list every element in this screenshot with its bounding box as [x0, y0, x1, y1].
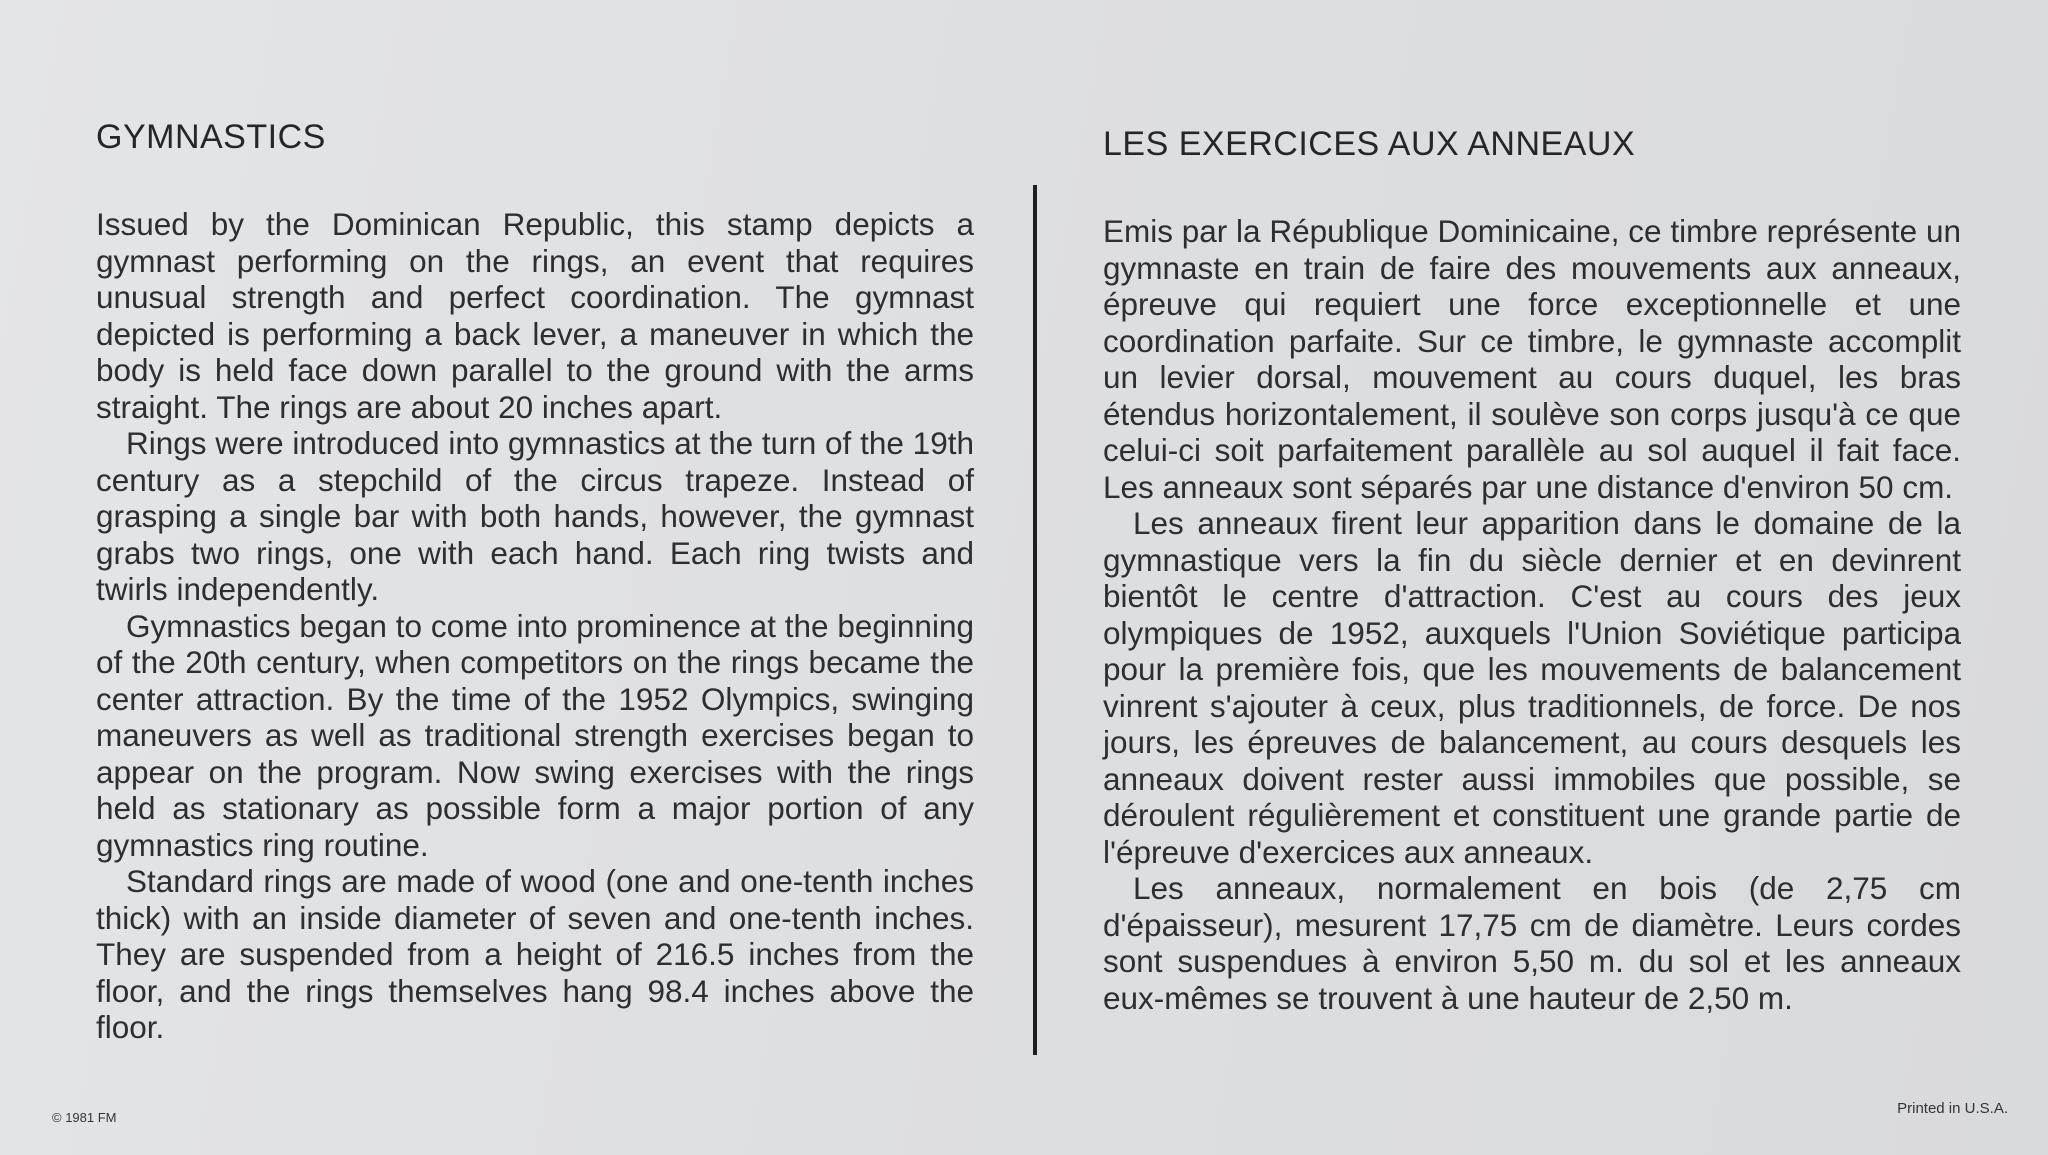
printed-notice: Printed in U.S.A.: [1897, 1100, 2008, 1117]
french-title: LES EXERCICES AUX ANNEAUX: [1103, 125, 1636, 163]
french-paragraph-3: Les anneaux, normalement en bois (de 2,75 cm d'épaisseur), mesurent 17,75 cm de diamètre. Leurs cordes sont suspendues à environ 5,50 m. du sol et les anneaux eux-mêmes se trouvent à une hauteur de 2,50 m.: [1103, 870, 1961, 1016]
french-body: [1103, 213, 1961, 1016]
copyright-notice: © 1981 FM: [52, 1110, 117, 1125]
english-paragraph-4: Standard rings are made of wood (one and one-tenth inches thick) with an inside diameter of seven and one-tenth inches. They are suspended from a height of 216.5 inches from the floor, and the rings themselves hang 98.4 inches above the floor.: [96, 863, 974, 1045]
english-body: [96, 206, 974, 1046]
french-paragraph-2: Les anneaux firent leur apparition dans le domaine de la gymnastique vers la fin du siècle dernier et en devinrent bientôt le centre d'attraction. C'est au cours des jeux olympiques de 1952, auxquels l'Union Soviétique participa pour la première fois, que les mouvements de balancement vinrent s'ajouter à ceux, plus traditionnels, de force. De nos jours, les épreuves de balancement, au cours desquels les anneaux doivent rester aussi immobiles que possible, se déroulent régulièrement et constituent une grande partie de l'épreuve d'exercices aux anneaux.: [1103, 505, 1961, 870]
column-divider: [1033, 185, 1037, 1055]
english-title: GYMNASTICS: [96, 118, 326, 156]
english-paragraph-1: Issued by the Dominican Republic, this stamp depicts a gymnast performing on the rings, an event that requires unusual strength and perfect coordination. The gymnast depicted is performing a back lever, a maneuver in which the body is held face down parallel to the ground with the arms straight. The rings are about 20 inches apart.: [96, 206, 974, 425]
english-paragraph-3: Gymnastics began to come into prominence at the beginning of the 20th century, when competitors on the rings became the center attraction. By the time of the 1952 Olympics, swinging maneuvers as well as traditional strength exercises began to appear on the program. Now swing exercises with the rings held as stationary as possible form a major portion of any gymnastics ring routine.: [96, 607, 974, 863]
french-paragraph-1: Emis par la République Dominicaine, ce timbre représente un gymnaste en train de faire des mouvements aux anneaux, épreuve qui requiert une force exceptionnelle et une coordination parfaite. Sur ce timbre, le gymnaste accomplit un levier dorsal, mouvement au cours duquel, les bras étendus horizontalement, il soulève son corps jusqu'à ce que celui-ci soit parfaitement parallèle au sol auquel il fait face. Les anneaux sont séparés par une distance d'environ 50 cm.: [1103, 213, 1961, 505]
english-paragraph-2: Rings were introduced into gymnastics at the turn of the 19th century as a stepchild of the circus trapeze. Instead of grasping a single bar with both hands, however, the gymnast grabs two rings, one with each hand. Each ring twists and twirls independently.: [96, 425, 974, 607]
